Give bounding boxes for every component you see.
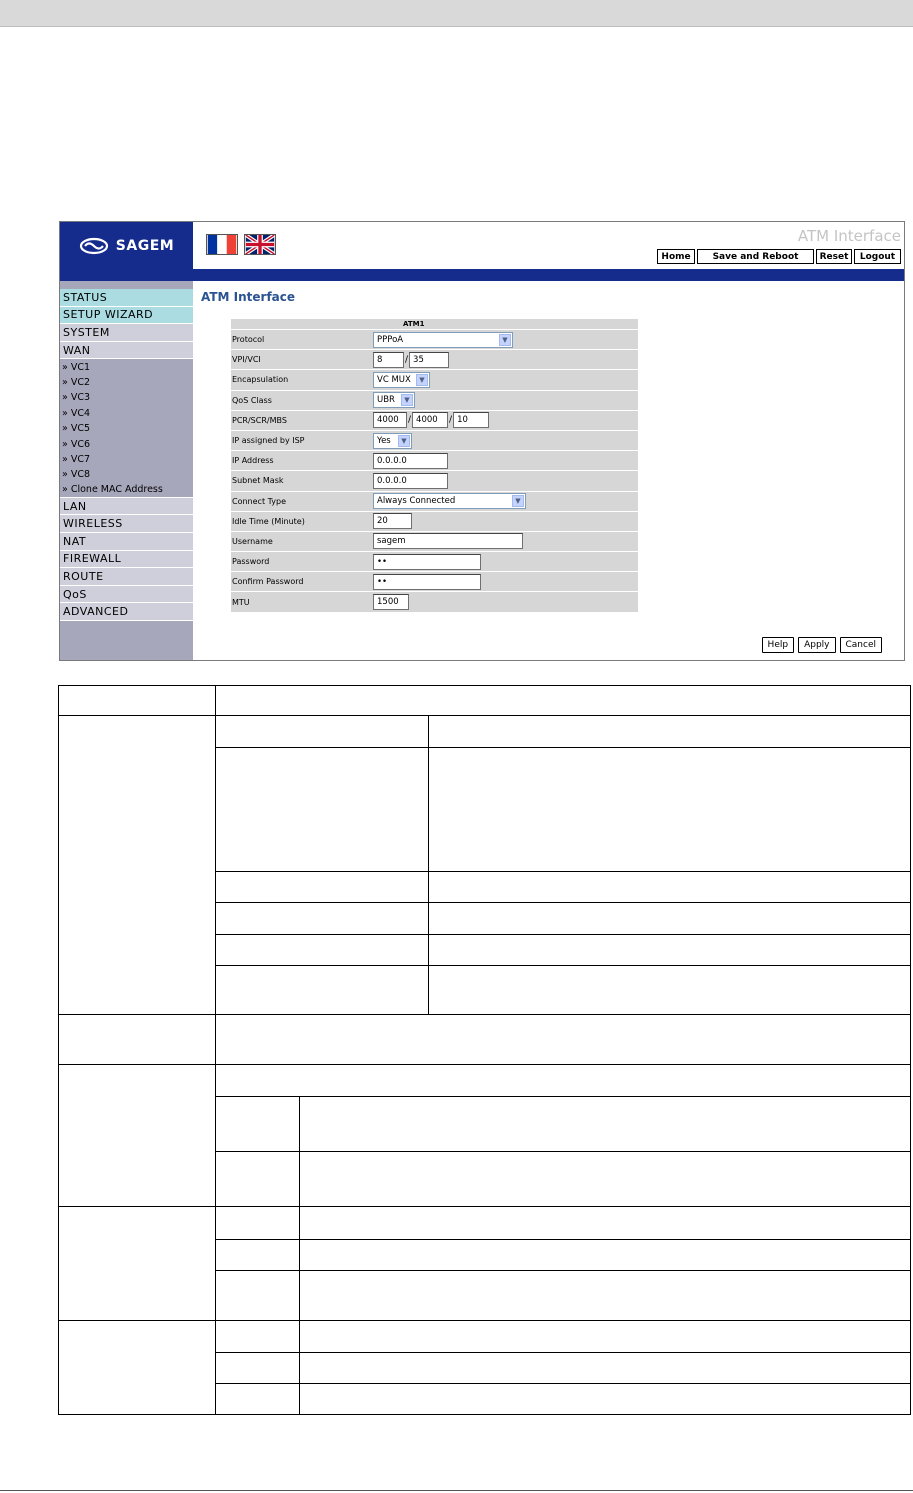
row-pcr-scr-mbs [231, 411, 638, 431]
sidebar-item-lan[interactable]: LAN [60, 498, 193, 516]
document-top-bar [0, 0, 913, 27]
username-label: Username [231, 532, 371, 551]
sidebar-item-wireless[interactable]: WIRELESS [60, 515, 193, 533]
sagem-logo [60, 222, 193, 269]
apply-button[interactable]: Apply [798, 637, 835, 653]
sidebar-item-system[interactable]: SYSTEM [60, 324, 193, 342]
sidebar-subitem-vc2[interactable]: » VC2 [60, 375, 193, 390]
row-protocol [231, 330, 638, 350]
chevron-down-icon: ▼ [512, 495, 524, 507]
idle-time-label: Idle Time (Minute) [231, 512, 371, 531]
qos-class-label: QoS Class [231, 391, 371, 410]
ip-assigned-select[interactable] [373, 433, 412, 449]
row-idle-time [231, 512, 638, 532]
password-input[interactable]: •• [373, 554, 481, 570]
cancel-button[interactable]: Cancel [840, 637, 883, 653]
encapsulation-select[interactable] [373, 372, 430, 388]
scr-mbs-separator: / [449, 415, 453, 426]
connect-type-label: Connect Type [231, 492, 371, 511]
logout-button[interactable]: Logout [854, 249, 901, 264]
encapsulation-value: VC MUX [377, 374, 411, 385]
chevron-down-icon: ▼ [401, 394, 413, 406]
router-screenshot [59, 221, 905, 661]
chevron-down-icon: ▼ [398, 435, 410, 447]
encapsulation-label: Encapsulation [231, 370, 371, 389]
sidebar-subitem-vc8[interactable]: » VC8 [60, 467, 193, 482]
row-mtu [231, 592, 638, 612]
row-vpi-vci [231, 350, 638, 370]
row-subnet-mask [231, 471, 638, 491]
sidebar-subitem-vc7[interactable]: » VC7 [60, 452, 193, 467]
sidebar-item-advanced[interactable]: ADVANCED [60, 603, 193, 621]
row-qos-class [231, 391, 638, 411]
row-encapsulation [231, 370, 638, 390]
page-bottom-rule [0, 1490, 913, 1491]
parameter-table [58, 685, 911, 1415]
brand-name: SAGEM [115, 237, 175, 254]
ip-address-input[interactable]: 0.0.0.0 [373, 453, 448, 469]
sidebar-subitem-clone-mac[interactable]: » Clone MAC Address [60, 483, 193, 498]
protocol-value: PPPoA [377, 334, 404, 345]
sidebar-item-wan[interactable]: WAN [60, 342, 193, 360]
home-button[interactable]: Home [657, 249, 695, 264]
connect-type-select[interactable] [373, 493, 526, 509]
help-button[interactable]: Help [762, 637, 795, 653]
sidebar-item-setup-wizard[interactable]: SETUP WIZARD [60, 307, 193, 325]
vci-input[interactable]: 35 [409, 352, 449, 368]
username-input[interactable]: sagem [373, 533, 523, 549]
scr-input[interactable]: 4000 [412, 412, 448, 428]
subnet-mask-label: Subnet Mask [231, 471, 371, 490]
pcr-scr-mbs-label: PCR/SCR/MBS [231, 411, 371, 430]
row-confirm-password [231, 572, 638, 592]
password-label: Password [231, 552, 371, 571]
chevron-down-icon: ▼ [416, 374, 428, 386]
vpi-input[interactable]: 8 [373, 352, 404, 368]
confirm-password-input[interactable]: •• [373, 574, 481, 590]
sidebar-item-status[interactable]: STATUS [60, 289, 193, 307]
vpi-vci-separator: / [405, 354, 409, 365]
mtu-label: MTU [231, 592, 371, 611]
pcr-scr-separator: / [408, 415, 412, 426]
save-and-reboot-button[interactable]: Save and Reboot [697, 249, 814, 264]
atm-form [231, 319, 638, 613]
idle-time-input[interactable]: 20 [373, 513, 412, 529]
sidebar [60, 281, 193, 661]
mtu-input[interactable]: 1500 [373, 594, 409, 610]
sidebar-subitem-vc1[interactable]: » VC1 [60, 359, 193, 374]
qos-class-select[interactable] [373, 392, 415, 408]
protocol-select[interactable] [373, 332, 513, 348]
reset-button[interactable]: Reset [816, 249, 852, 264]
page-title: ATM Interface [201, 290, 296, 304]
ip-address-label: IP Address [231, 451, 371, 470]
row-password [231, 552, 638, 572]
header-band [60, 269, 905, 281]
protocol-label: Protocol [231, 330, 371, 349]
row-connect-type [231, 492, 638, 512]
sidebar-item-route[interactable]: ROUTE [60, 568, 193, 586]
pcr-input[interactable]: 4000 [373, 412, 407, 428]
sidebar-item-nat[interactable]: NAT [60, 533, 193, 551]
header-page-title: ATM Interface [797, 227, 901, 245]
flag-france-icon[interactable] [206, 234, 238, 255]
ip-assigned-value: Yes [377, 435, 391, 446]
confirm-password-label: Confirm Password [231, 572, 371, 591]
sidebar-subitem-vc6[interactable]: » VC6 [60, 436, 193, 451]
ip-assigned-label: IP assigned by ISP [231, 431, 371, 450]
sidebar-subitem-vc4[interactable]: » VC4 [60, 406, 193, 421]
connect-type-value: Always Connected [377, 496, 456, 507]
sidebar-subitem-vc3[interactable]: » VC3 [60, 390, 193, 405]
sidebar-subitem-vc5[interactable]: » VC5 [60, 421, 193, 436]
qos-class-value: UBR [377, 395, 395, 406]
sagem-logo-icon [79, 237, 109, 255]
subnet-mask-input[interactable]: 0.0.0.0 [373, 473, 448, 489]
vpi-vci-label: VPI/VCI [231, 350, 371, 369]
flag-uk-icon[interactable] [244, 234, 276, 255]
row-username [231, 532, 638, 552]
sidebar-item-qos[interactable]: QoS [60, 586, 193, 604]
chevron-down-icon: ▼ [499, 334, 511, 346]
row-ip-assigned [231, 431, 638, 451]
row-ip-address [231, 451, 638, 471]
mbs-input[interactable]: 10 [453, 412, 489, 428]
column-header: ATM1 [403, 320, 425, 328]
sidebar-item-firewall[interactable]: FIREWALL [60, 551, 193, 569]
form-header [231, 319, 638, 330]
